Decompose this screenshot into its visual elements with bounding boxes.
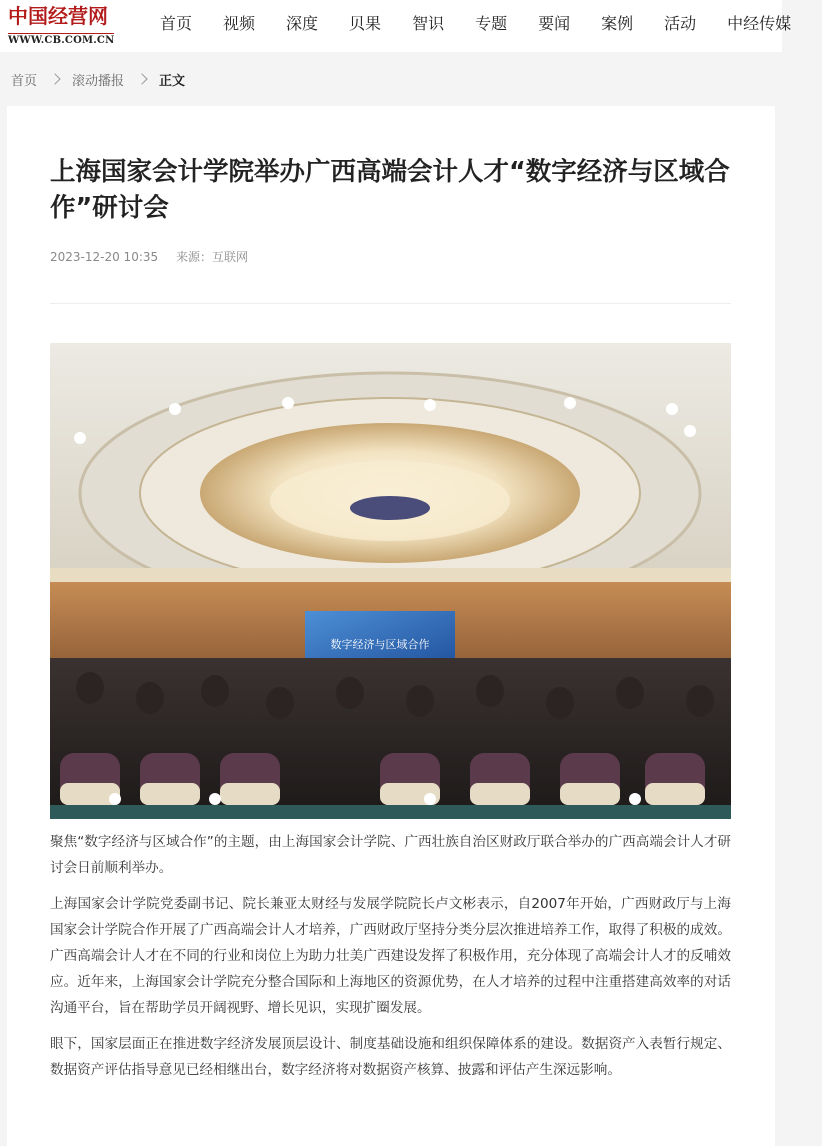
article-content xyxy=(50,106,731,1083)
article-card xyxy=(7,106,775,1146)
site-logo[interactable] xyxy=(8,4,126,48)
nav-item-events[interactable]: 活动 xyxy=(664,14,697,33)
site-header xyxy=(0,0,792,52)
nav-item-topics[interactable]: 专题 xyxy=(475,14,508,33)
nav-item-home[interactable]: 首页 xyxy=(160,14,193,33)
screen-caption: 数字经济与区域合作 xyxy=(330,638,430,651)
chevron-right-icon xyxy=(49,73,60,84)
nav-item-depth[interactable]: 深度 xyxy=(286,14,319,33)
nav-item-beiguo[interactable]: 贝果 xyxy=(349,14,382,33)
article-paragraph: 聚焦“数字经济与区域合作”的主题，由上海国家会计学院、广西壮族自治区财政厅联合举办的广西高端会计人才研讨会日前顺利举办。 xyxy=(50,834,731,876)
article-source: 来源：互联网 xyxy=(175,250,248,264)
breadcrumb xyxy=(0,52,782,106)
breadcrumb-current: 正文 xyxy=(159,73,186,89)
conference-photo xyxy=(50,343,731,819)
chevron-right-icon xyxy=(136,73,147,84)
logo-url: WWW.CB.COM.CN xyxy=(8,35,115,46)
logo-text: 中国经营网 xyxy=(8,4,108,28)
publish-date: 2023-12-20 10:35 xyxy=(50,250,159,264)
nav-item-cases[interactable]: 案例 xyxy=(601,14,634,33)
breadcrumb-home[interactable]: 首页 xyxy=(11,73,38,89)
nav-item-zhishi[interactable]: 智识 xyxy=(412,14,445,33)
article-meta xyxy=(50,248,731,265)
nav-item-video[interactable]: 视频 xyxy=(223,14,256,33)
divider xyxy=(50,303,731,304)
main-nav xyxy=(160,0,822,52)
breadcrumb-section[interactable]: 滚动播报 xyxy=(72,73,125,89)
article-paragraph: 眼下，国家层面正在推进数字经济发展顶层设计、制度基础设施和组织保障体系的建设。数据资产入表暂行规定、数据资产评估指导意见已经相继出台，数字经济将对数据资产核算、披露和评估产生深远影响。 xyxy=(50,1036,731,1078)
nav-item-news[interactable]: 要闻 xyxy=(538,14,571,33)
article-paragraph: 上海国家会计学院党委副书记、院长兼亚太财经与发展学院院长卢文彬表示，自2007年开始，广西财政厅与上海国家会计学院合作开展了广西高端会计人才培养，广西财政厅坚持分类分层次推进培养工作，取得了积极的成效。广西高端会计人才在不同的行业和岗位上为助力壮美广西建设发挥了积极作用，充分体现了高端会计人才的反哺效应。近年来，上海国家会计学院充分整合国际和上海地区的资源优势，在人才培养的过程中注重搭建高效率的对话沟通平台，旨在帮助学员开阔视野、增长见识，实现扩圈发展。 xyxy=(50,896,731,1016)
nav-item-media[interactable]: 中经传媒 xyxy=(727,14,792,33)
article-title: 上海国家会计学院举办广西高端会计人才“数字经济与区域合作”研讨会 xyxy=(50,157,730,223)
